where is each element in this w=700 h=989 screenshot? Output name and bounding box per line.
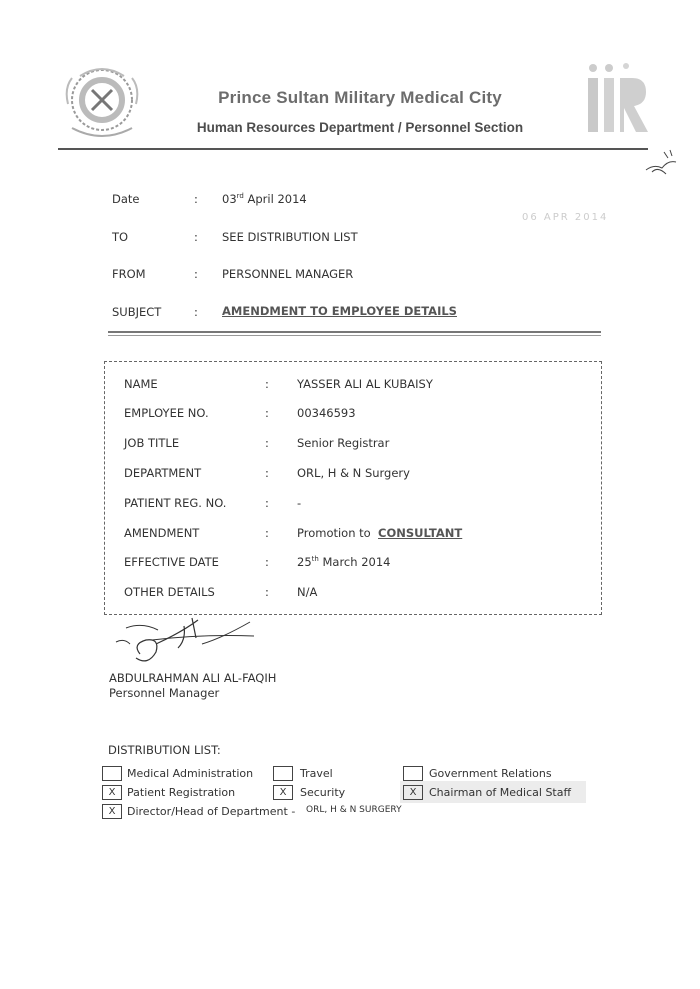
checkbox-chairman-medical-staff[interactable]: X: [403, 785, 423, 800]
effective-date-rest: March 2014: [318, 555, 391, 569]
amendment-prefix: Promotion to: [297, 526, 371, 540]
subject-value: AMENDMENT TO EMPLOYEE DETAILS: [222, 304, 457, 318]
job-title-label: JOB TITLE: [124, 436, 180, 450]
to-colon: :: [194, 230, 198, 244]
from-label: FROM: [112, 267, 146, 281]
subject-colon: :: [194, 305, 198, 319]
employee-no-value: 00346593: [297, 406, 356, 420]
distribution-item-director-head-department: Director/Head of Department -: [127, 805, 296, 818]
department-value: ORL, H & N Surgery: [297, 466, 410, 480]
to-value: SEE DISTRIBUTION LIST: [222, 230, 358, 244]
signatory-title: Personnel Manager: [109, 686, 220, 700]
distribution-item-medical-administration: Medical Administration: [127, 767, 254, 780]
subject-label: SUBJECT: [112, 305, 162, 319]
patient-reg-label: PATIENT REG. NO.: [124, 496, 227, 510]
subject-divider-thin: [108, 335, 601, 336]
amendment-position: CONSULTANT: [378, 526, 463, 540]
department-label: DEPARTMENT: [124, 466, 202, 480]
employee-no-label: EMPLOYEE NO.: [124, 406, 209, 420]
amendment-colon: :: [265, 526, 269, 540]
received-stamp: 06 APR 2014: [522, 212, 609, 223]
other-details-colon: :: [265, 585, 269, 599]
date-colon: :: [194, 192, 198, 206]
patient-reg-colon: :: [265, 496, 269, 510]
employee-no-colon: :: [265, 406, 269, 420]
distribution-item-security: Security: [300, 786, 346, 799]
other-details-value: N/A: [297, 585, 318, 599]
to-label: TO: [112, 230, 129, 244]
organization-title: Prince Sultan Military Medical City: [218, 88, 502, 107]
hospital-logo: [58, 58, 146, 146]
from-colon: :: [194, 267, 198, 281]
department-note: ORL, H & N SURGERY: [306, 805, 402, 815]
date-suffix: rd: [236, 192, 244, 201]
effective-date-suffix: th: [311, 555, 319, 564]
signatory-name: ABDULRAHMAN ALI AL-FAQIH: [109, 671, 277, 685]
effective-date-day: 25: [297, 555, 312, 569]
amendment-label: AMENDMENT: [124, 526, 200, 540]
effective-date-colon: :: [265, 555, 269, 569]
effective-date-label: EFFECTIVE DATE: [124, 555, 219, 569]
header-divider: [58, 148, 648, 150]
distribution-heading: DISTRIBUTION LIST:: [108, 743, 221, 757]
patient-reg-value: -: [297, 496, 302, 510]
date-rest: April 2014: [243, 192, 307, 206]
signature: [112, 614, 262, 672]
employee-details-box: [104, 361, 602, 615]
amendment-value: [297, 526, 462, 540]
other-details-label: OTHER DETAILS: [124, 585, 215, 599]
distribution-item-travel: Travel: [300, 767, 333, 780]
date-day: 03: [222, 192, 237, 206]
date-value: [222, 192, 307, 206]
department-colon: :: [265, 466, 269, 480]
subject-divider: [108, 331, 601, 333]
date-label: Date: [112, 192, 140, 206]
distribution-item-chairman-medical-staff: Chairman of Medical Staff: [429, 786, 572, 799]
checkbox-government-relations[interactable]: [403, 766, 423, 781]
name-colon: :: [265, 377, 269, 391]
job-title-value: Senior Registrar: [297, 436, 390, 450]
department-logo: [582, 58, 654, 138]
checkbox-travel[interactable]: [273, 766, 293, 781]
checkbox-medical-administration[interactable]: [102, 766, 122, 781]
checkbox-patient-registration[interactable]: X: [102, 785, 122, 800]
distribution-item-patient-registration: Patient Registration: [127, 786, 236, 799]
from-value: PERSONNEL MANAGER: [222, 267, 354, 281]
initials-mark: [644, 146, 680, 176]
job-title-colon: :: [265, 436, 269, 450]
checkbox-director-head-department[interactable]: X: [102, 804, 122, 819]
effective-date-value: [297, 555, 390, 569]
checkbox-security[interactable]: X: [273, 785, 293, 800]
distribution-item-government-relations: Government Relations: [429, 767, 552, 780]
name-label: NAME: [124, 377, 158, 391]
name-value: YASSER ALI AL KUBAISY: [297, 377, 433, 391]
department-subtitle: Human Resources Department / Personnel Section: [196, 120, 524, 135]
